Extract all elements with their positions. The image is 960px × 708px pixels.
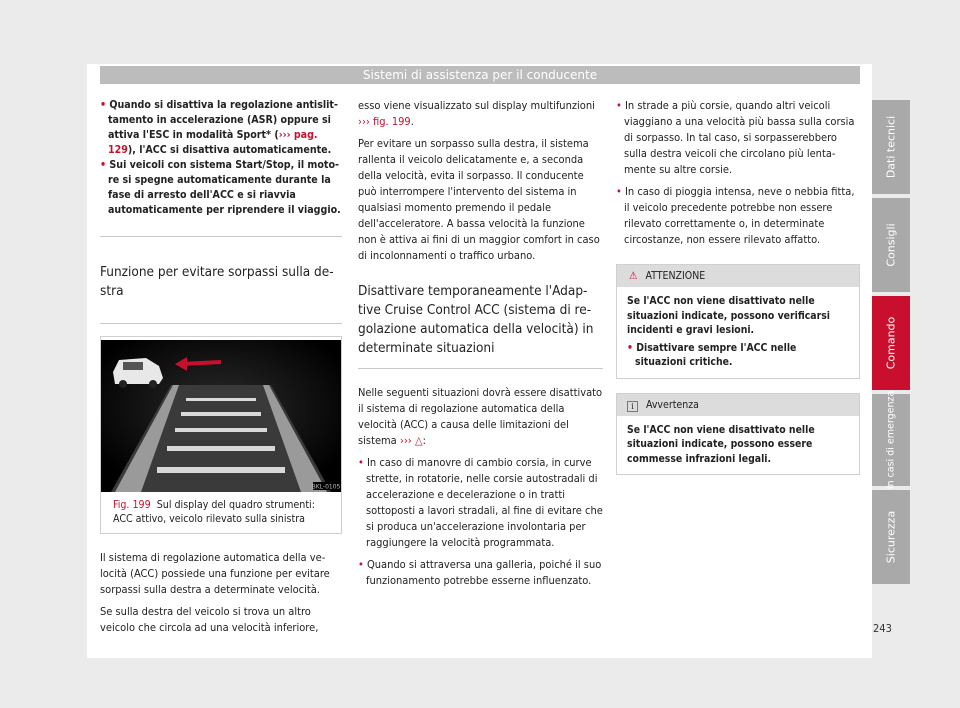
warning-body: Se l'ACC non viene disattivato nelle situazioni indicate, possono verificarsi incidenti e gravi lesioni. • Disattivare sempre l'ACC nelle situazioni critiche. bbox=[627, 295, 830, 368]
info-icon: i bbox=[627, 401, 638, 412]
note-start-stop: • Sui veicoli con sistema Start/Stop, il motore si spegne automaticamente durante la fase di arresto dell'ACC e si riavvia automaticamente per riprendere il viaggio. bbox=[100, 159, 341, 216]
page-number: 243 bbox=[873, 622, 892, 635]
warning-triangle-icon: ⚠ bbox=[629, 270, 638, 282]
dashboard-display-image bbox=[101, 340, 341, 492]
paragraph: Per evitare un sorpasso sulla destra, il sistema rallenta il veicolo delicatamente e, a seconda della velocità, evita il sorpasso. Il conducente può interrompere l'intervento del sistema in qualsiasi momento premendo il pedale dell'acceleratore. A bassa velocità la funzione non è attiva ai fini di un maggior comfort in caso di incolonnamenti o traffico urbano. bbox=[358, 137, 600, 262]
tab-in-casi-di-emergenza[interactable]: In casi di emergenza bbox=[872, 394, 910, 486]
tab-dati-tecnici[interactable]: Dati tecnici bbox=[872, 100, 910, 194]
paragraph: Nelle seguenti situazioni dovrà essere disattivato il sistema di regolazione automatica della velocità (ACC) a causa delle limitazioni del sistema ››› △: bbox=[358, 386, 603, 447]
paragraph: esso viene visualizzato sul display multifunzioni ››› fig. 199. bbox=[358, 99, 595, 128]
paragraph: Se sulla destra del veicolo si trova un altro veicolo che circola ad una velocità inferiore, bbox=[100, 605, 319, 634]
tab-consigli[interactable]: Consigli bbox=[872, 198, 910, 292]
column-3 bbox=[616, 98, 860, 475]
warning-link[interactable]: ››› bbox=[399, 434, 412, 447]
warning-box bbox=[616, 264, 860, 379]
list-item: • In caso di manovre di cambio corsia, in curve strette, in rotatorie, nelle corsie autostradali di accelerazione e decelerazione o in tratti sottoposti a lavori stradali, al fine di evitare che si produca un'accelerazione involontaria per raggiungere la velocità programmata. bbox=[358, 456, 603, 549]
note-box bbox=[616, 393, 860, 476]
note-body: Se l'ACC non viene disattivato nelle situazioni indicate, possono essere commesse infrazioni legali. bbox=[627, 423, 815, 465]
list-item: • In strade a più corsie, quando altri veicoli viaggiano a una velocità più bassa sulla corsia di sorpasso. In tal caso, si sorpasserebbero sulla destra veicoli che circolano più lentamente su altre corsie. bbox=[616, 99, 855, 176]
page-link[interactable]: ››› pag. 129 bbox=[108, 129, 318, 156]
page-header: Sistemi di assistenza per il conducente bbox=[100, 66, 860, 84]
column-2 bbox=[358, 98, 603, 595]
notes-block bbox=[100, 98, 342, 237]
section-heading: Disattivare temporaneamente l'Adaptive Cruise Control ACC (sistema di regolazione automatica della velocità) in determinate situazioni bbox=[358, 282, 603, 369]
note-asr: • Quando si disattiva la regolazione antislittamento in accelerazione (ASR) oppure si attiva l'ESC in modalità Sport* (››› pag. 129), l'ACC si disattiva automaticamente. bbox=[100, 99, 338, 156]
figure-code: BKL-0105 bbox=[311, 483, 341, 491]
list-item: • Quando si attraversa una galleria, poiché il suo funzionamento potrebbe esserne influenzato. bbox=[358, 558, 602, 587]
figure-link[interactable]: ››› fig. 199 bbox=[358, 115, 411, 128]
figure-caption: Fig. 199 Sul display del quadro strumenti: ACC attivo, veicolo rilevato sulla sinistra bbox=[113, 499, 315, 525]
warning-triangle-icon: △ bbox=[414, 434, 423, 447]
tab-sicurezza[interactable]: Sicurezza bbox=[872, 490, 910, 584]
figure-199 bbox=[100, 336, 342, 534]
note-header: i Avvertenza bbox=[617, 394, 859, 416]
list-item: • In caso di pioggia intensa, neve o nebbia fitta, il veicolo precedente potrebbe non essere rilevato correttamente o, in determinate circostanze, non essere rilevato affatto. bbox=[616, 185, 855, 246]
tab-comando[interactable]: Comando bbox=[872, 296, 910, 390]
warning-header: ⚠ ATTENZIONE bbox=[617, 265, 859, 287]
paragraph: Il sistema di regolazione automatica della velocità (ACC) possiede una funzione per evitare sorpassi sulla destra a determinate velocità. bbox=[100, 551, 330, 596]
column-1 bbox=[100, 98, 342, 642]
section-heading: Funzione per evitare sorpassi sulla destra bbox=[100, 264, 334, 299]
